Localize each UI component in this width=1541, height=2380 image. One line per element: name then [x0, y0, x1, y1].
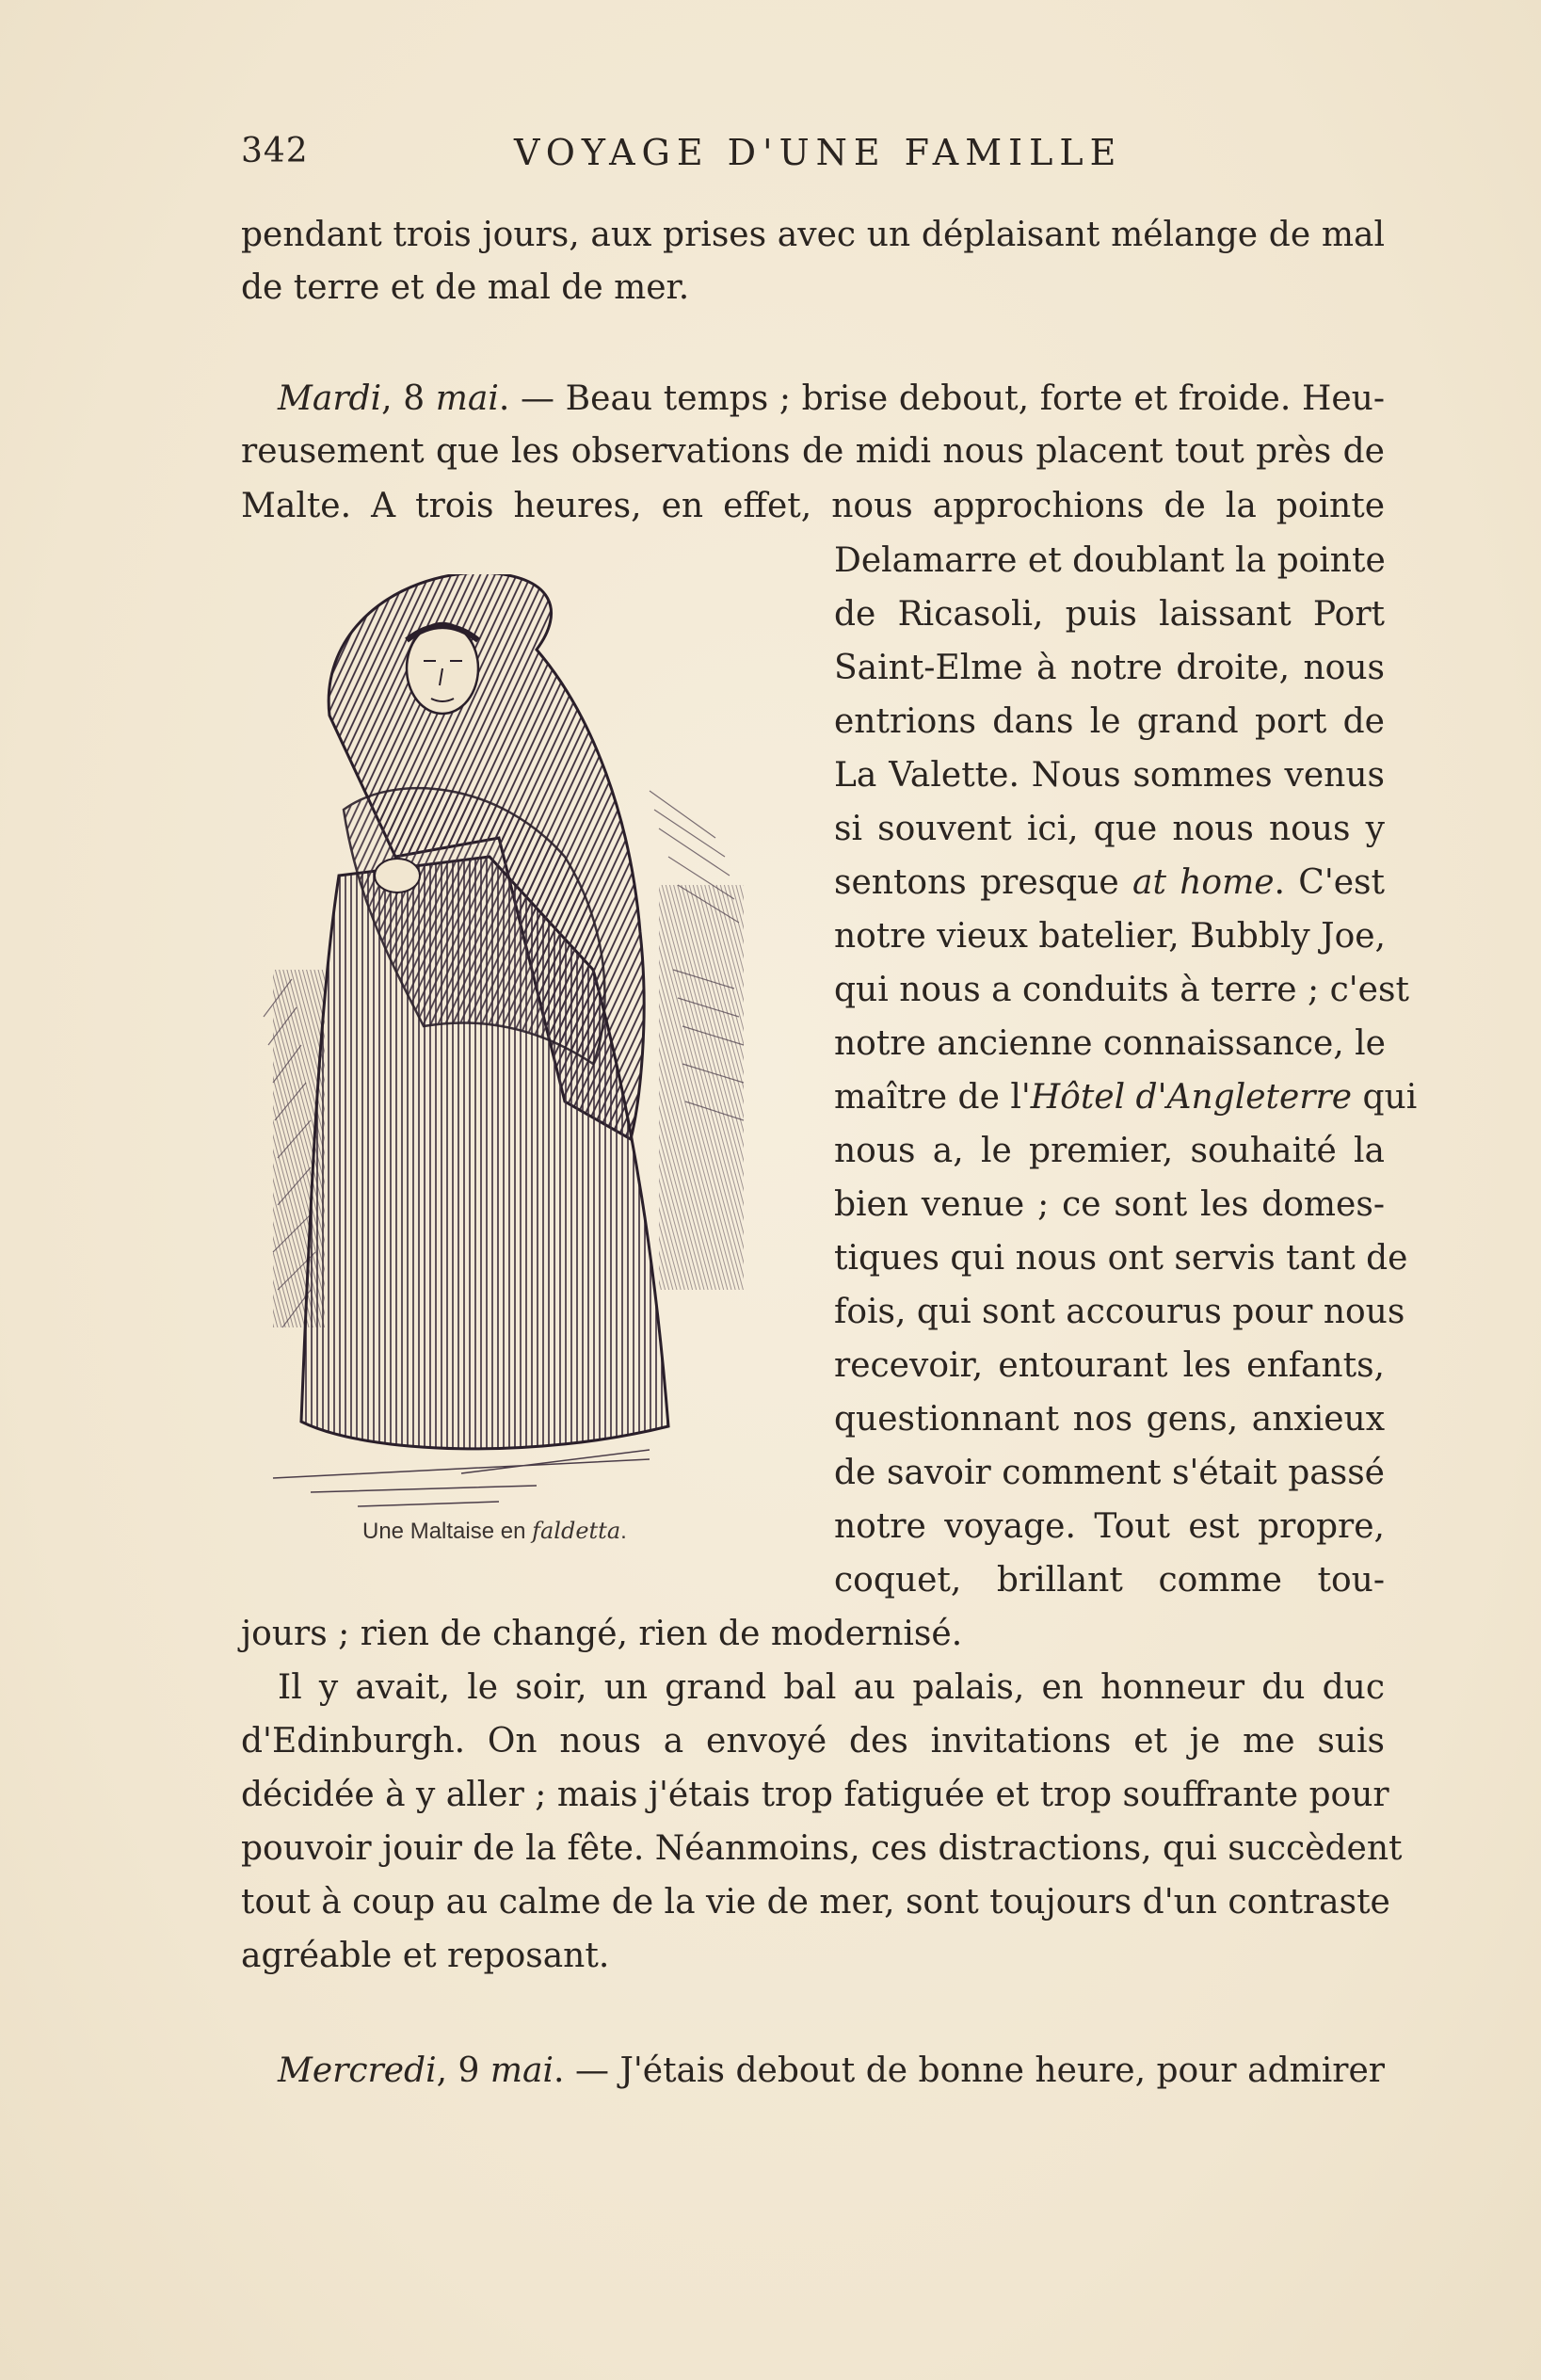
text-line: questionnant nos gens, anxieux	[834, 1400, 1385, 1439]
text-span: . — J'étais debout de bonne heure, pour admirer	[554, 2051, 1385, 2090]
text-line: coquet, brillant comme tou-	[834, 1561, 1385, 1600]
text-line: Malte. A trois heures, en effet, nous approchions de la pointe	[241, 487, 1385, 525]
caption-text-italic: faldetta	[532, 1518, 621, 1544]
text-line: entrions dans le grand port de	[834, 702, 1385, 741]
entry-heading-line	[278, 373, 1385, 426]
text-span: qui	[1352, 1078, 1418, 1117]
text-span-italic: Hôtel d'Angleterre	[1030, 1078, 1353, 1117]
text-line: La Valette. Nous sommes venus	[834, 756, 1385, 795]
ground-shading	[273, 1450, 650, 1506]
entry-date-month: mai	[490, 2051, 554, 2090]
text-line: tout à coup au calme de la vie de mer, sont toujours d'un contraste	[241, 1883, 1390, 1922]
entry-date-day: Mardi	[278, 379, 382, 418]
text-span: maître de l'	[834, 1078, 1031, 1117]
text-line: notre vieux batelier, Bubbly Joe,	[834, 917, 1387, 956]
text-line: de terre et de mal de mer.	[241, 268, 690, 307]
text-line: fois, qui sont accourus pour nous	[834, 1293, 1405, 1331]
figure-caption	[362, 1518, 627, 1545]
text-line	[834, 857, 1385, 909]
text-span-italic: at home	[1132, 863, 1275, 902]
text-line: pendant trois jours, aux prises avec un déplaisant mélange de mal	[241, 216, 1385, 254]
entry-date-month: mai	[435, 379, 499, 418]
page-number: 342	[241, 132, 309, 170]
text-line: de Ricasoli, puis laissant Port	[834, 595, 1385, 634]
text-line: nous a, le premier, souhaité la	[834, 1132, 1385, 1170]
text-line: recevoir, entourant les enfants,	[834, 1346, 1385, 1385]
entry-heading-line	[278, 2045, 1385, 2098]
text-line: Saint-Elme à notre droite, nous	[834, 649, 1385, 687]
text-line	[834, 1071, 1418, 1124]
text-line: décidée à y aller ; mais j'étais trop fatiguée et trop souffrante pour	[241, 1776, 1389, 1814]
entry-date-num: , 9	[436, 2051, 490, 2090]
running-title: VOYAGE D'UNE FAMILLE	[514, 132, 1123, 173]
text-span: . C'est	[1274, 863, 1385, 902]
text-line: d'Edinburgh. On nous a envoyé des invitations et je me suis	[241, 1722, 1385, 1761]
text-line: tiques qui nous ont servis tant de	[834, 1239, 1408, 1278]
page-header	[241, 132, 1385, 179]
caption-text: .	[620, 1519, 627, 1544]
text-line: Il y avait, le soir, un grand bal au palais, en honneur du duc	[278, 1668, 1385, 1707]
text-line: reusement que les observations de midi nous placent tout près de	[241, 432, 1385, 471]
text-line: notre voyage. Tout est propre,	[834, 1507, 1385, 1546]
text-line: de savoir comment s'était passé	[834, 1454, 1385, 1492]
text-line: bien venue ; ce sont les domes-	[834, 1185, 1385, 1224]
text-line: qui nous a conduits à terre ; c'est	[834, 971, 1409, 1009]
entry-date-day: Mercredi	[278, 2051, 437, 2090]
hands	[375, 859, 420, 892]
entry-date-num: , 8	[381, 379, 436, 418]
text-line: agréable et reposant.	[241, 1937, 610, 1975]
text-line: pouvoir jouir de la fête. Néanmoins, ces distractions, qui succèdent	[241, 1829, 1403, 1868]
text-span: . — Beau temps ; brise debout, forte et froide. Heu-	[498, 379, 1385, 418]
text-span: sentons presque	[834, 863, 1132, 902]
engraving-illustration	[254, 574, 791, 1525]
caption-text: Une Maltaise en	[362, 1519, 533, 1544]
text-line: si souvent ici, que nous nous y	[834, 810, 1385, 848]
text-line: notre ancienne connaissance, le	[834, 1024, 1386, 1063]
text-line: jours ; rien de changé, rien de modernisé.	[241, 1615, 963, 1653]
text-line: Delamarre et doublant la pointe	[834, 541, 1386, 580]
